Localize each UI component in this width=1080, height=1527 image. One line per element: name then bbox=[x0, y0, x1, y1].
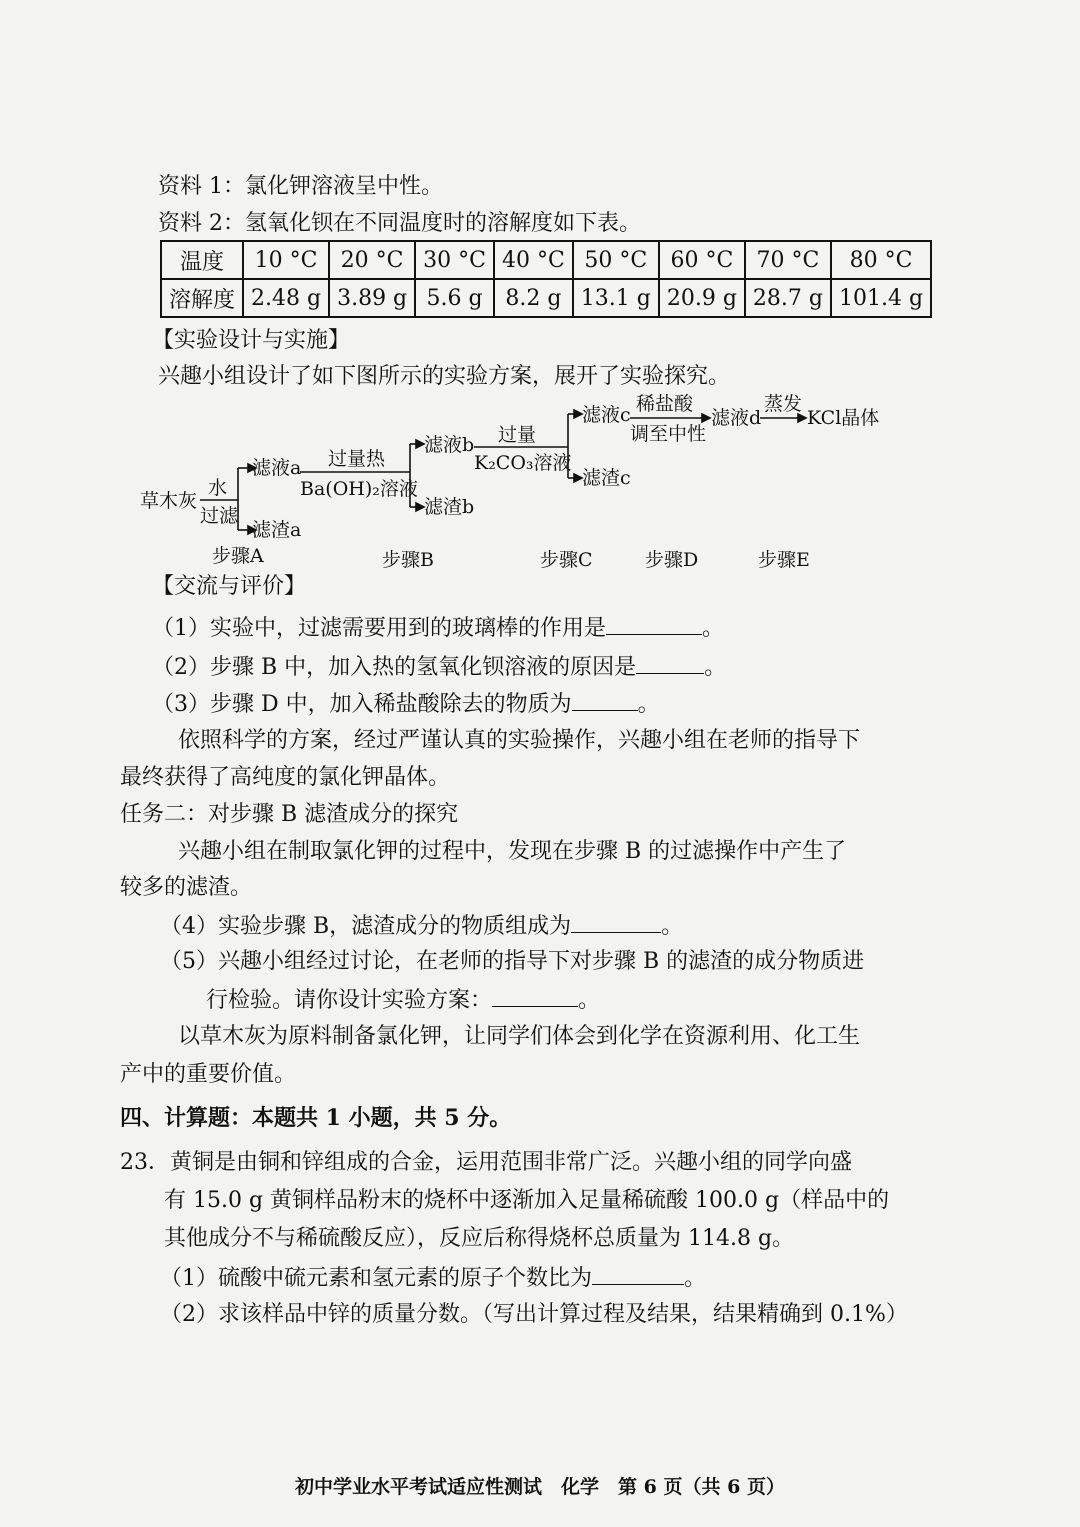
question-4-text: （4）实验步骤 B，滤渣成分的物质组成为 bbox=[160, 914, 572, 939]
period: 。 bbox=[637, 692, 660, 717]
residue-c-label: 滤渣c bbox=[582, 467, 631, 489]
start-label: 草木灰 bbox=[140, 490, 198, 512]
question-23-2: （2）求该样品中锌的质量分数。（写出计算过程及结果，结果精确到 0.1%） bbox=[160, 1302, 908, 1327]
table-cell: 13.1 g bbox=[573, 279, 659, 317]
question-2-text: （2）步骤 B 中，加入热的氢氧化钡溶液的原因是 bbox=[152, 655, 637, 680]
filtrate-b-label: 滤液b bbox=[424, 434, 475, 456]
info-1: 资料 1：氯化钾溶液呈中性。 bbox=[158, 174, 443, 199]
table-cell: 70 °C bbox=[745, 241, 831, 279]
question-5-text: 行检验。请你设计实验方案： bbox=[206, 988, 493, 1013]
question-23-1-text: （1）硫酸中硫元素和氢元素的原子个数比为 bbox=[160, 1266, 592, 1291]
paragraph-2-line-2: 较多的滤渣。 bbox=[120, 875, 253, 900]
step-c-label: 步骤C bbox=[540, 549, 593, 571]
page-footer: 初中学业水平考试适应性测试 化学 第 6 页（共 6 页） bbox=[295, 1476, 785, 1498]
table-cell: 101.4 g bbox=[831, 279, 931, 317]
question-3-text: （3）步骤 D 中，加入稀盐酸除去的物质为 bbox=[152, 692, 572, 717]
step-a-label: 步骤A bbox=[212, 545, 264, 567]
table-cell: 80 °C bbox=[831, 241, 931, 279]
adjust-neutral-label: 调至中性 bbox=[630, 423, 707, 445]
paragraph-3-line-1: 以草木灰为原料制备氯化钾，让同学们体会到化学在资源利用、化工生 bbox=[178, 1024, 861, 1049]
answer-blank[interactable] bbox=[572, 688, 638, 711]
residue-b-label: 滤渣b bbox=[424, 496, 475, 518]
task-2-title: 任务二：对步骤 B 滤渣成分的探究 bbox=[120, 802, 459, 827]
design-text: 兴趣小组设计了如下图所示的实验方案，展开了实验探究。 bbox=[158, 364, 731, 389]
section-design: 【实验设计与实施】 bbox=[152, 328, 351, 353]
step-d-label: 步骤D bbox=[645, 549, 699, 571]
question-23-line-1: 23．黄铜是由铜和锌组成的合金，运用范围非常广泛。兴趣小组的同学向盛 bbox=[120, 1150, 852, 1175]
question-1 bbox=[152, 612, 724, 644]
section-eval: 【交流与评价】 bbox=[152, 574, 307, 599]
k2co3-label: K₂CO₃溶液 bbox=[474, 452, 572, 474]
question-4 bbox=[160, 910, 683, 942]
answer-blank[interactable] bbox=[571, 910, 661, 933]
baoh2-label: Ba(OH)₂溶液 bbox=[300, 478, 418, 500]
question-23-line-2: 有 15.0 g 黄铜样品粉末的烧杯中逐渐加入足量稀硫酸 100.0 g（样品中的 bbox=[164, 1188, 890, 1213]
table-cell: 28.7 g bbox=[745, 279, 831, 317]
water-label: 水 bbox=[208, 477, 228, 499]
table-cell: 20 °C bbox=[329, 241, 415, 279]
table-cell: 60 °C bbox=[659, 241, 745, 279]
evaporate-label: 蒸发 bbox=[764, 393, 803, 415]
table-cell: 5.6 g bbox=[415, 279, 494, 317]
excess-hot-label: 过量热 bbox=[328, 448, 386, 470]
info-2: 资料 2：氢氧化钡在不同温度时的溶解度如下表。 bbox=[158, 211, 641, 236]
table-cell: 8.2 g bbox=[494, 279, 573, 317]
table-cell: 50 °C bbox=[573, 241, 659, 279]
step-b-label: 步骤B bbox=[382, 549, 434, 571]
filtrate-d-label: 滤液d bbox=[711, 407, 762, 429]
period: 。 bbox=[702, 616, 725, 641]
question-1-text: （1）实验中，过滤需要用到的玻璃棒的作用是 bbox=[152, 616, 606, 641]
question-5-line-2 bbox=[206, 984, 600, 1016]
kcl-label: KCl晶体 bbox=[807, 407, 880, 429]
filtrate-a-label: 滤液a bbox=[252, 457, 302, 479]
question-3 bbox=[152, 688, 660, 720]
step-e-label: 步骤E bbox=[758, 549, 810, 571]
section-4-title: 四、计算题：本题共 1 小题，共 5 分。 bbox=[120, 1105, 512, 1131]
filter-label: 过滤 bbox=[200, 505, 239, 527]
table-cell: 10 °C bbox=[243, 241, 329, 279]
question-5-line-1: （5）兴趣小组经过讨论，在老师的指导下对步骤 B 的滤渣的成分物质进 bbox=[160, 949, 865, 974]
residue-a-label: 滤渣a bbox=[252, 519, 302, 541]
period: 。 bbox=[704, 655, 727, 680]
excess-label: 过量 bbox=[498, 424, 537, 446]
paragraph-1-line-2: 最终获得了高纯度的氯化钾晶体。 bbox=[120, 765, 451, 790]
question-23-line-3: 其他成分不与稀硫酸反应），反应后称得烧杯总质量为 114.8 g。 bbox=[164, 1226, 795, 1251]
paragraph-3-line-2: 产中的重要价值。 bbox=[120, 1062, 297, 1087]
answer-blank[interactable] bbox=[606, 612, 702, 635]
question-23-1 bbox=[160, 1262, 706, 1294]
answer-blank[interactable] bbox=[636, 651, 704, 674]
temp-header: 温度 bbox=[161, 241, 243, 279]
period: 。 bbox=[661, 914, 684, 939]
table-cell: 2.48 g bbox=[243, 279, 329, 317]
dilute-hcl-label: 稀盐酸 bbox=[636, 393, 694, 415]
table-cell: 40 °C bbox=[494, 241, 573, 279]
paragraph-2-line-1: 兴趣小组在制取氯化钾的过程中，发现在步骤 B 的过滤操作中产生了 bbox=[178, 839, 847, 864]
solubility-header: 溶解度 bbox=[161, 279, 243, 317]
table-cell: 20.9 g bbox=[659, 279, 745, 317]
filtrate-c-label: 滤液c bbox=[582, 404, 631, 426]
paragraph-1-line-1: 依照科学的方案，经过严谨认真的实验操作，兴趣小组在老师的指导下 bbox=[178, 728, 861, 753]
question-2 bbox=[152, 651, 726, 683]
answer-blank[interactable] bbox=[592, 1262, 684, 1285]
table-cell: 30 °C bbox=[415, 241, 494, 279]
answer-blank[interactable] bbox=[492, 984, 578, 1007]
period: 。 bbox=[684, 1266, 707, 1291]
table-cell: 3.89 g bbox=[329, 279, 415, 317]
period: 。 bbox=[578, 988, 601, 1013]
